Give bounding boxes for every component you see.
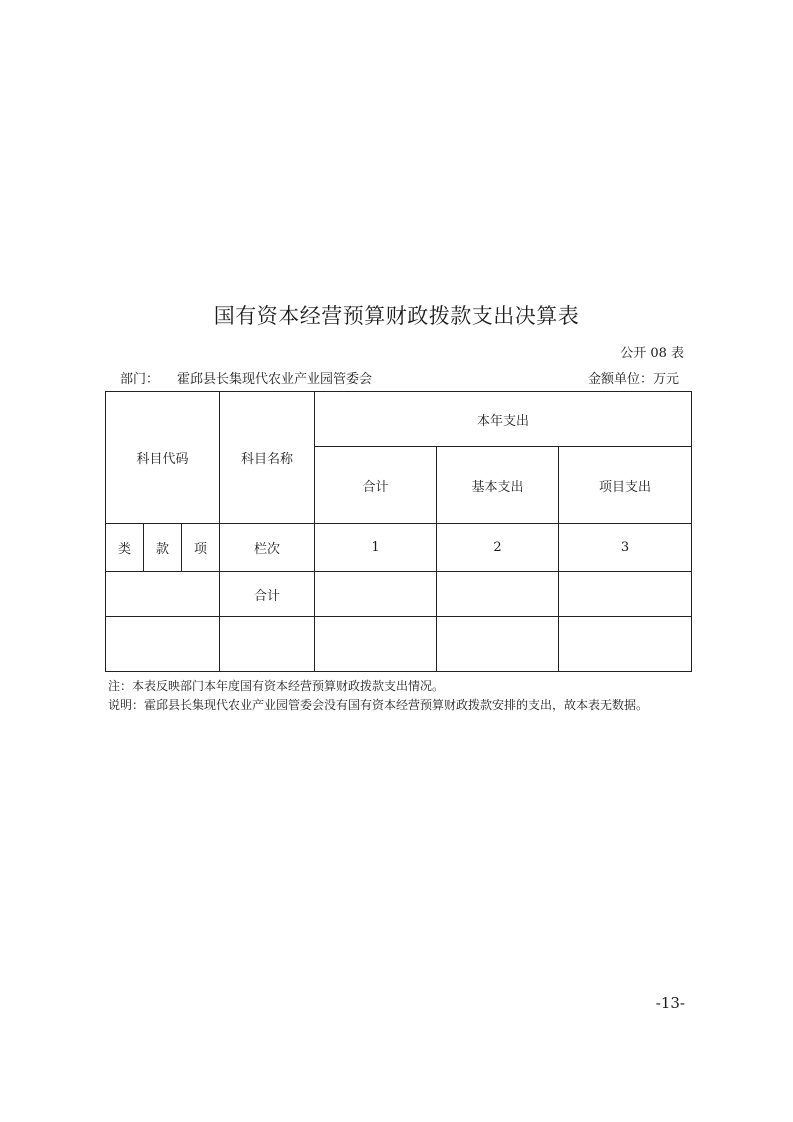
table-cell: [106, 572, 220, 617]
department-label: 部门：: [120, 372, 160, 387]
subject-name-header: 科目名称: [220, 392, 315, 524]
item-label: 项: [182, 524, 220, 572]
header-row-1: [106, 392, 692, 447]
amount-unit: 金额单位：万元: [587, 372, 679, 387]
total-header: 合计: [315, 447, 437, 524]
explanation-line: 说明：霍邱县长集现代农业产业园管委会没有国有资本经营预算财政拨款安排的支出，故本表无数据。: [108, 698, 649, 712]
class-label: 类: [106, 524, 144, 572]
current-year-expenditure-header: 本年支出: [315, 392, 692, 447]
table-cell: [559, 572, 692, 617]
note-line: 注：本表反映部门本年度国有资本经营预算财政拨款支出情况。: [108, 679, 445, 693]
table-cell: [315, 572, 437, 617]
table-cell: [220, 617, 315, 672]
page-number: -13-: [655, 994, 685, 1012]
table-cell: [437, 617, 559, 672]
table-cell: [437, 572, 559, 617]
project-expenditure-header: 项目支出: [559, 447, 692, 524]
department-line: [120, 368, 372, 387]
table-cell: [106, 617, 220, 672]
column-number-3: 3: [559, 524, 692, 572]
column-index-row: [106, 524, 692, 572]
total-row: [106, 572, 692, 617]
table-cell: [559, 617, 692, 672]
empty-row: [106, 617, 692, 672]
total-row-label: 合计: [220, 572, 315, 617]
form-code: 公开 08 表: [620, 346, 684, 361]
column-index-label: 栏次: [220, 524, 315, 572]
section-label: 款: [144, 524, 182, 572]
table-cell: [315, 617, 437, 672]
notes: [108, 677, 648, 715]
department-name: 霍邱县长集现代农业产业园管委会: [177, 372, 373, 387]
subject-code-header: 科目代码: [106, 392, 220, 524]
column-number-2: 2: [437, 524, 559, 572]
basic-expenditure-header: 基本支出: [437, 447, 559, 524]
budget-table: [105, 391, 692, 672]
page-title: 国有资本经营预算财政拨款支出决算表: [213, 304, 580, 328]
column-number-1: 1: [315, 524, 437, 572]
